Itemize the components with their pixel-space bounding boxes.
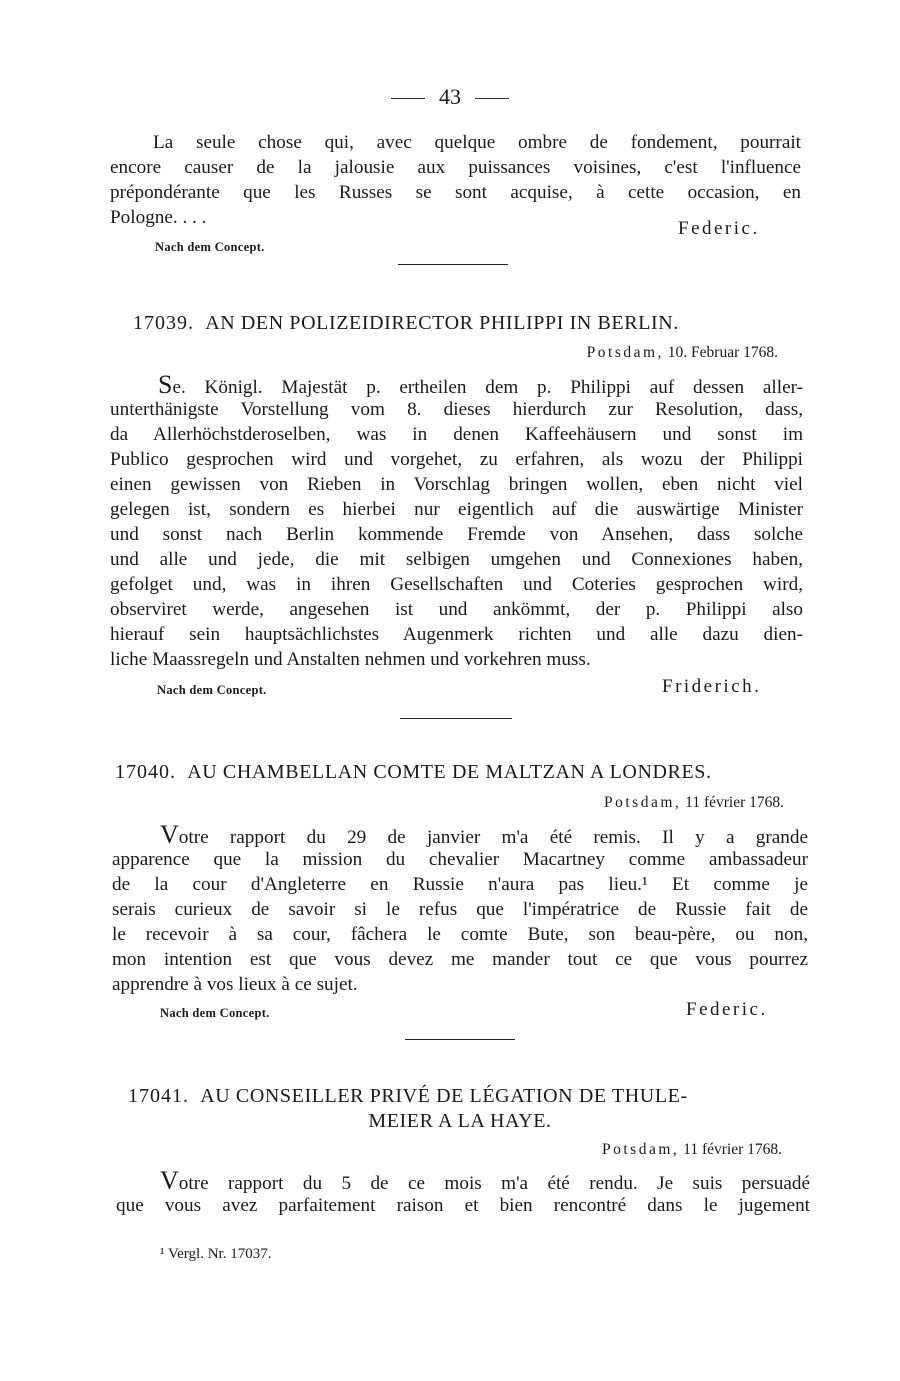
drop-cap: V (160, 1166, 179, 1195)
paragraph-line: und sonst nach Berlin kommende Fremde von Ansehen, dass solche (110, 524, 803, 545)
signature: Federic. (686, 999, 768, 1020)
date: 11 février 1768. (683, 1141, 782, 1158)
source-note: Nach dem Concept. (157, 683, 267, 697)
section-divider (405, 1039, 515, 1040)
source-note: Nach dem Concept. (160, 1006, 270, 1020)
paragraph-line: de la cour d'Angleterre en Russie n'aura pas lieu.¹ Et comme je (112, 874, 808, 895)
place: Potsdam, (601, 1141, 680, 1158)
place: Potsdam, (586, 344, 664, 361)
letter-title: AU CHAMBELLAN COMTE DE MALTZAN A LONDRES. (187, 761, 712, 783)
letter-number: 17040. (115, 761, 176, 783)
dateline (604, 794, 784, 812)
paragraph-line: Publico gesprochen wird und vorgehet, zu erfahren, als wozu der Philippi (110, 449, 803, 470)
paragraph-line: unterthänigste Vorstellung vom 8. dieses hierdurch zur Resolution, dass, (110, 399, 803, 420)
source-note: Nach dem Concept. (155, 240, 265, 254)
paragraph-line: apparence que la mission du chevalier Macartney comme ambassadeur (112, 849, 808, 870)
paragraph-line: serais curieux de savoir si le refus que l'impératrice de Russie fait de (112, 899, 808, 920)
paragraph-line: encore causer de la jalousie aux puissances voisines, c'est l'influence (110, 157, 801, 178)
letter-number: 17039. (133, 312, 194, 334)
page-number: 43 (439, 84, 461, 109)
drop-cap: V (160, 820, 179, 849)
paragraph-line: Votre rapport du 5 de ce mois m'a été rendu. Je suis persuadé (160, 1166, 810, 1195)
paragraph-line: apprendre à vos lieux à ce sujet. (112, 974, 358, 995)
paragraph-line: liche Maassregeln und Anstalten nehmen und vorkehren muss. (110, 649, 591, 670)
paragraph-line: que vous avez parfaitement raison et bien rencontré dans le jugement (116, 1195, 810, 1216)
section-divider (400, 718, 512, 719)
letter-title-continuation: MEIER A LA HAYE. (368, 1110, 552, 1132)
letter-title: AN DEN POLIZEIDIRECTOR PHILIPPI IN BERLIN. (205, 312, 679, 334)
paragraph-line: und alle und jede, die mit selbigen umgehen und Connexiones haben, (110, 549, 803, 570)
paragraph-line: le recevoir à sa cour, fâchera le comte Bute, son beau-père, ou non, (112, 924, 808, 945)
dateline (602, 1141, 782, 1159)
drop-cap: S (158, 370, 173, 399)
paragraph-line: einen gewissen von Rieben in Vorschlag bringen wollen, eben nicht viel (110, 474, 803, 495)
date: 11 février 1768. (685, 794, 784, 811)
header-dash-right (475, 98, 509, 99)
letter-heading (115, 761, 712, 784)
letter-title: AU CONSEILLER PRIVÉ DE LÉGATION DE THULE- (200, 1085, 688, 1107)
letter-number: 17041. (128, 1085, 189, 1107)
paragraph-line: La seule chose qui, avec quelque ombre de fondement, pourrait (153, 132, 801, 153)
dateline (587, 344, 778, 362)
letter-heading (133, 312, 679, 335)
paragraph-line: prépondérante que les Russes se sont acquise, à cette occasion, en (110, 182, 801, 203)
paragraph-line: Votre rapport du 29 de janvier m'a été remis. Il y a grande (160, 820, 808, 849)
date: 10. Februar 1768. (667, 344, 778, 361)
paragraph-line: Pologne. . . . (110, 207, 207, 228)
signature: Friderich. (662, 676, 762, 697)
page-header (0, 84, 900, 110)
paragraph-line: observiret werde, angesehen ist und ankömmt, der p. Philippi also (110, 599, 803, 620)
paragraph-line: Se. Königl. Majestät p. ertheilen dem p. Philippi auf dessen aller- (158, 370, 803, 399)
signature: Federic. (678, 218, 760, 239)
paragraph-line: mon intention est que vous devez me mander tout ce que vous pourrez (112, 949, 808, 970)
paragraph-line: hierauf sein hauptsächlichstes Augenmerk richten und alle dazu dien- (110, 624, 803, 645)
footnote: ¹ Vergl. Nr. 17037. (160, 1246, 272, 1262)
paragraph-line: da Allerhöchstderoselben, was in denen Kaffeehäusern und sonst im (110, 424, 803, 445)
place: Potsdam, (603, 794, 682, 811)
section-divider (398, 264, 508, 265)
paragraph-line: gefolget und, was in ihren Gesellschaften und Coteries gesprochen wird, (110, 574, 803, 595)
header-dash-left (391, 98, 425, 99)
paragraph-line: gelegen ist, sondern es hierbei nur eigentlich auf die auswärtige Minister (110, 499, 803, 520)
letter-heading (128, 1085, 688, 1108)
